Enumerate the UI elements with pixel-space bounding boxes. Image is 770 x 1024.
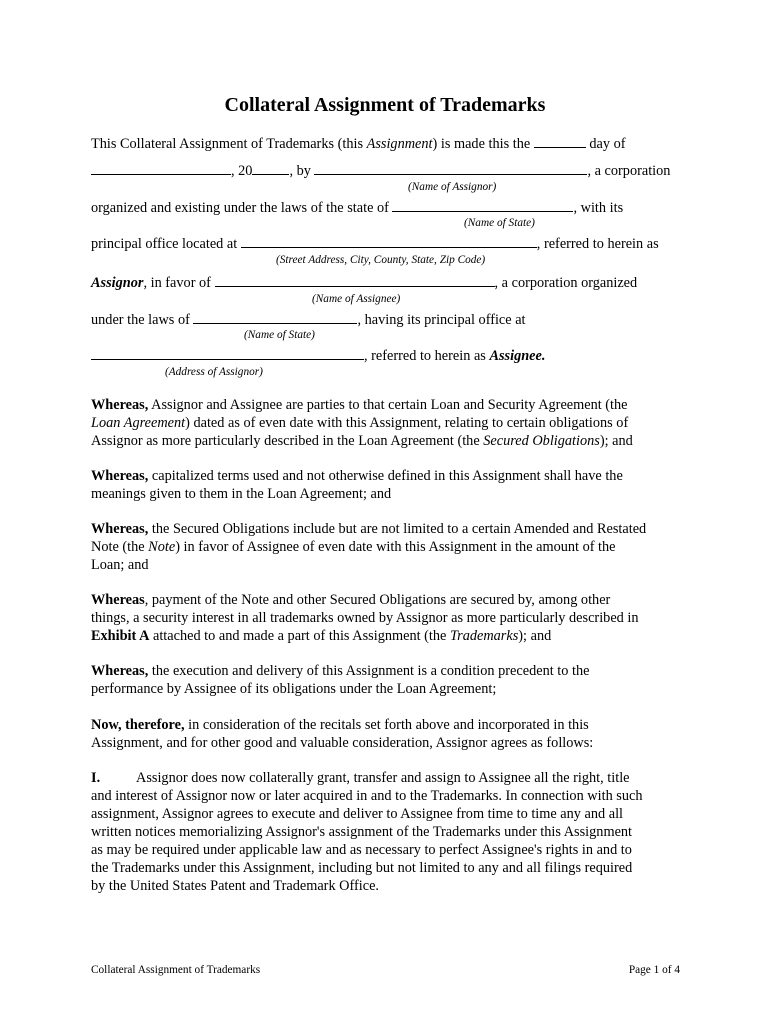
state-blank-2[interactable] bbox=[193, 310, 357, 324]
year-blank[interactable] bbox=[252, 161, 289, 175]
assignee-name-blank[interactable] bbox=[215, 273, 495, 287]
caption-name-of-state-2: (Name of State) bbox=[244, 329, 315, 341]
whereas-paragraph-2: Whereas, capitalized terms used and not otherwise defined in this Assignment shall have the meanings given to them in the Loan Agreement; and bbox=[91, 468, 623, 502]
intro-line-4: principal office located at , referred to herein as bbox=[91, 236, 659, 252]
caption-name-of-assignor: (Name of Assignor) bbox=[408, 181, 497, 193]
month-blank[interactable] bbox=[91, 161, 231, 175]
whereas-paragraph-3: Whereas, the Secured Obligations include but are not limited to a certain Amended and Restated Note (the Note) in favor of Assignee of even date with this Assignment in the amount of the Loan; and bbox=[91, 521, 647, 573]
caption-name-of-assignee: (Name of Assignee) bbox=[312, 293, 401, 305]
state-blank-1[interactable] bbox=[392, 198, 573, 212]
assignor-name-blank[interactable] bbox=[314, 161, 587, 175]
section-1-paragraph: I. Assignor does now collaterally grant, transfer and assign to Assignee all the right, title and interest of Assignor now or later acquired in and to the Trademarks. In connection with such assignment, Assignor agrees to execute and deliver to Assignee from time to time any and all written notices memorializing Assignor's assignment of the Trademarks under this Assignment as may be required under applicable law and as necessary to perfect Assignee's rights in and to the Trademarks under this Assignment, including but not limited to any and all filings required by the United States Patent and Trademark Office. bbox=[91, 770, 643, 894]
intro-line-5: Assignor, in favor of , a corporation organized bbox=[91, 275, 638, 291]
whereas-paragraph-4: Whereas, payment of the Note and other Secured Obligations are secured by, among other things, a security interest in all trademarks owned by Assignor as more particularly described in Exhibit A attached to and made a part of this Assignment (the Trademarks); and bbox=[91, 592, 639, 644]
principal-office-blank[interactable] bbox=[241, 234, 537, 248]
caption-street-address: (Street Address, City, County, State, Zip Code) bbox=[276, 254, 486, 266]
intro-line-7: , referred to herein as Assignee. bbox=[91, 346, 545, 365]
intro-line-6: under the laws of , having its principal office at bbox=[91, 312, 526, 328]
intro-line-1: This Collateral Assignment of Trademarks (this Assignment) is made this the day of bbox=[91, 136, 626, 152]
whereas-paragraph-5: Whereas, the execution and delivery of this Assignment is a condition precedent to the performance by Assignee of its obligations under the Loan Agreement; bbox=[91, 663, 590, 697]
assignor-address-blank[interactable] bbox=[91, 346, 364, 360]
whereas-paragraph-1: Whereas, Assignor and Assignee are parties to that certain Loan and Security Agreement (the Loan Agreement) dated as of even date with this Assignment, relating to certain obligations of Assignor as more particularly described in the Loan Agreement (the Secured Obligations); and bbox=[91, 397, 633, 449]
caption-name-of-state-1: (Name of State) bbox=[464, 217, 535, 229]
section-1-number: I. bbox=[91, 770, 101, 786]
intro-line-3: organized and existing under the laws of the state of , with its bbox=[91, 200, 624, 216]
intro-line-2: , 20 , by , a corporation bbox=[91, 161, 670, 180]
document-title: Collateral Assignment of Trademarks bbox=[224, 94, 546, 116]
caption-address-of-assignor: (Address of Assignor) bbox=[165, 366, 263, 378]
now-therefore-paragraph: Now, therefore, in consideration of the recitals set forth above and incorporated in this Assignment, and for other good and valuable consideration, Assignor agrees as follows: bbox=[91, 717, 594, 751]
day-blank[interactable] bbox=[534, 134, 586, 148]
footer-page-number: Page 1 of 4 bbox=[628, 964, 680, 976]
footer-document-name: Collateral Assignment of Trademarks bbox=[91, 964, 261, 976]
